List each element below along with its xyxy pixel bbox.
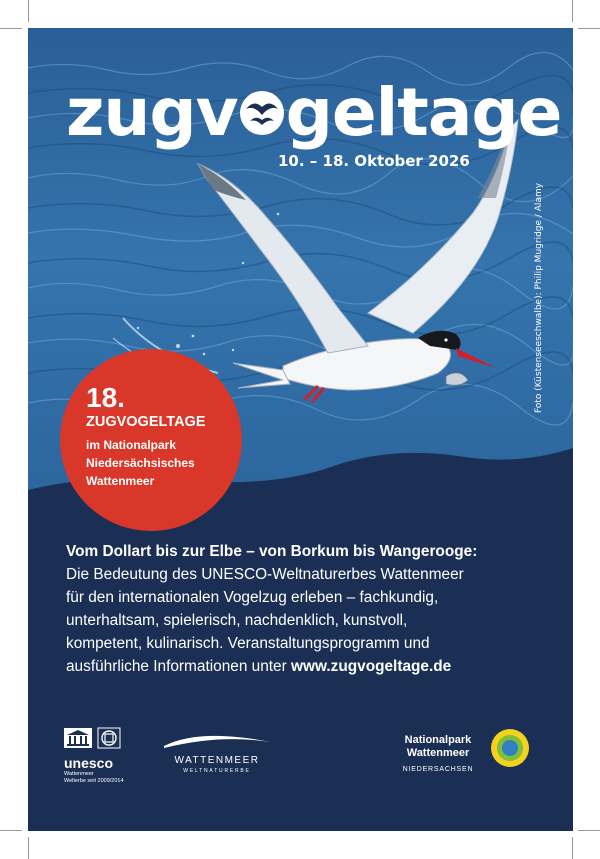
body-line: kompetent, kulinarisch. Veranstaltungsprogramm und <box>66 635 430 652</box>
logo-text-left: zugv <box>66 74 238 151</box>
badge-title: ZUGVOGELTAGE <box>86 414 206 430</box>
poster <box>28 28 573 831</box>
badge-line: im Nationalpark <box>86 438 177 452</box>
badge-line: Niedersächsisches <box>86 456 195 470</box>
festival-logo <box>66 74 562 151</box>
crop-mark <box>28 0 29 22</box>
crop-mark <box>572 0 573 22</box>
wattenmeer-sub: WELTNATURERBE <box>183 768 251 774</box>
crop-mark <box>578 28 600 29</box>
photo-credit: Foto (Küstenseeschwalbe): Philip Mugridge / Alamy <box>534 182 544 414</box>
unesco-temple-icon <box>64 726 124 750</box>
crop-mark <box>572 837 573 859</box>
logo-text-right: geltage <box>285 74 562 151</box>
nationalpark-line1: Nationalpark <box>404 734 472 746</box>
unesco-logo <box>64 726 134 785</box>
bird-globe-icon <box>236 87 288 139</box>
body-last-line: ausführliche Informationen unter <box>66 658 292 675</box>
wave-swoosh-icon <box>160 728 274 750</box>
wattenmeer-name: WATTENMEER <box>174 755 260 766</box>
lead-line: Vom Dollart bis zur Elbe – von Borkum bis Wangerooge: <box>66 543 478 560</box>
description-text <box>66 540 546 678</box>
nationalpark-logo <box>388 734 488 777</box>
body-line: für den internationalen Vogelzug erleben – fachkundig, <box>66 589 439 606</box>
crop-mark <box>578 830 600 831</box>
unesco-sub: Welterbe seit 2009/2014 <box>64 778 124 784</box>
nationalpark-sub: NIEDERSACHSEN <box>402 766 474 773</box>
crop-mark <box>28 837 29 859</box>
nationalpark-line2: Wattenmeer <box>406 747 470 759</box>
event-dates: 10. – 18. Oktober 2026 <box>278 152 470 170</box>
website-link[interactable]: www.zugvogeltage.de <box>291 658 452 675</box>
body-line: Die Bedeutung des UNESCO-Weltnaturerbes Wattenmeer <box>66 566 464 583</box>
unesco-sub: Wattenmeer <box>64 771 94 777</box>
crop-mark <box>0 28 22 29</box>
nationalpark-emblem-icon <box>490 728 530 768</box>
body-line <box>66 655 546 678</box>
unesco-name: unesco <box>64 755 114 771</box>
badge-line: Wattenmeer <box>86 474 155 488</box>
wattenmeer-logo <box>160 728 274 775</box>
badge-number: 18. <box>86 382 125 413</box>
crop-mark <box>0 830 22 831</box>
body-line: unterhaltsam, spielerisch, nachdenklich, kunstvoll, <box>66 612 408 629</box>
